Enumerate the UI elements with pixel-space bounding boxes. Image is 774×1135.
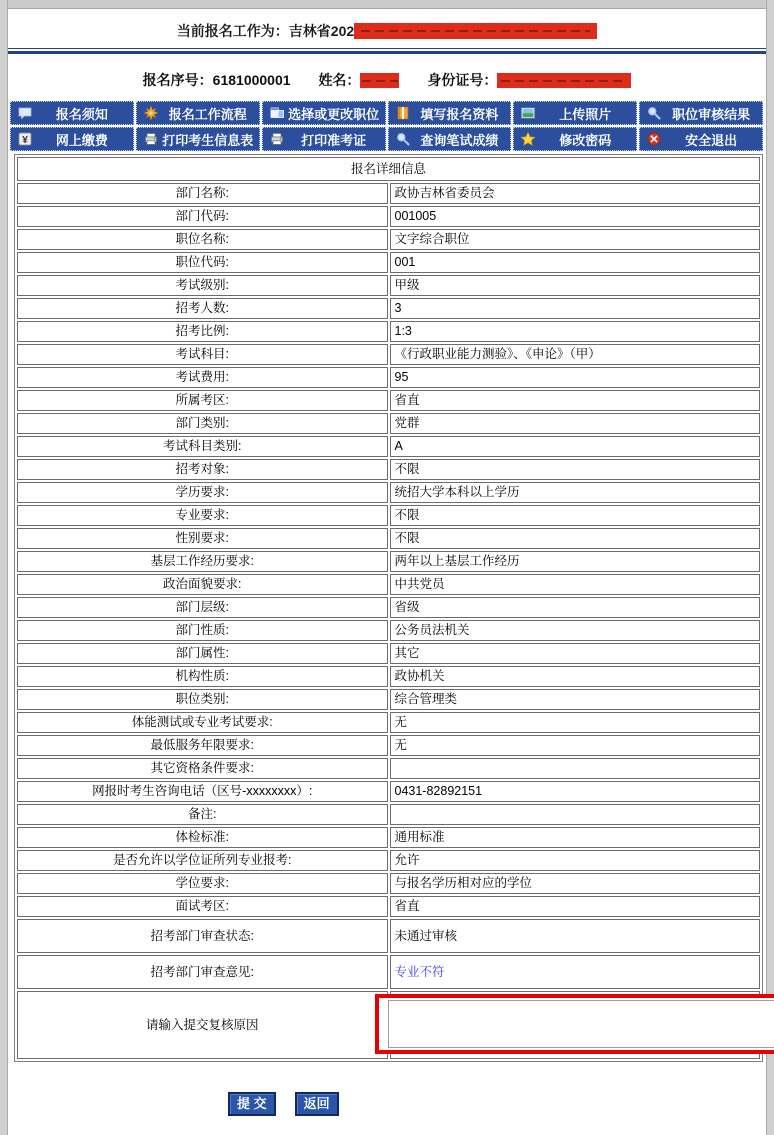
row-label: 考试科目: xyxy=(17,344,388,365)
row-label: 机构性质: xyxy=(17,666,388,687)
row-label: 备注: xyxy=(17,804,388,825)
table-title: 报名详细信息 xyxy=(17,157,760,181)
table-row xyxy=(17,574,760,595)
table-row xyxy=(17,689,760,710)
table-row xyxy=(17,955,760,989)
redaction-block-work xyxy=(354,23,597,39)
table-row xyxy=(17,873,760,894)
printer-icon xyxy=(143,131,160,147)
nav-item-query-written-score[interactable]: 查询笔试成绩 xyxy=(388,127,512,151)
row-label: 体能测试或专业考试要求: xyxy=(17,712,388,733)
action-bar xyxy=(228,1092,766,1116)
table-row xyxy=(17,413,760,434)
nav-item-choose-position[interactable]: 选择或更改职位 xyxy=(262,101,386,125)
row-label: 是否允许以学位证所列专业报考: xyxy=(17,850,388,871)
table-row xyxy=(17,436,760,457)
row-value: 《行政职业能力测验》、《申论》（甲） xyxy=(390,344,761,365)
row-label: 部门类别: xyxy=(17,413,388,434)
back-button[interactable]: 返回 xyxy=(295,1092,339,1116)
row-label: 性别要求: xyxy=(17,528,388,549)
table-row xyxy=(17,505,760,526)
table-row xyxy=(17,482,760,503)
table-row xyxy=(17,252,760,273)
row-value: 95 xyxy=(390,367,761,388)
nav-item-online-payment[interactable]: ¥ 网上缴费 xyxy=(10,127,134,151)
row-value: 文字综合职位 xyxy=(390,229,761,250)
row-value: 不限 xyxy=(390,505,761,526)
row-label: 部门性质: xyxy=(17,620,388,641)
window-frame-right xyxy=(766,0,774,1135)
detail-table xyxy=(14,154,763,1062)
table-row xyxy=(17,183,760,204)
highlight-red-box xyxy=(375,994,774,1054)
row-label: 部门属性: xyxy=(17,643,388,664)
table-row xyxy=(17,321,760,342)
nav-item-print-info-form[interactable]: 打印考生信息表 xyxy=(136,127,260,151)
row-value: 两年以上基层工作经历 xyxy=(390,551,761,572)
table-row xyxy=(17,344,760,365)
table-row xyxy=(17,735,760,756)
row-value: 政协吉林省委员会 xyxy=(390,183,761,204)
row-value xyxy=(390,955,761,989)
table-row xyxy=(17,620,760,641)
table-row xyxy=(17,390,760,411)
row-value: 通用标准 xyxy=(390,827,761,848)
review-reason-row xyxy=(17,991,760,1059)
nav-item-review-result[interactable]: 职位审核结果 xyxy=(639,101,763,125)
speech-bubble-icon xyxy=(17,105,34,121)
row-value: 省级 xyxy=(390,597,761,618)
nav-item-logout[interactable]: 安全退出 xyxy=(639,127,763,151)
row-value: 允许 xyxy=(390,850,761,871)
table-row xyxy=(17,781,760,802)
review-reason-textarea[interactable] xyxy=(388,1000,774,1048)
table-row xyxy=(17,229,760,250)
row-label: 招考对象: xyxy=(17,459,388,480)
review-reason-label: 请输入提交复核原因 xyxy=(17,991,388,1059)
review-opinion-link[interactable]: 专业不符 xyxy=(394,964,445,979)
nav-item-notice[interactable]: 报名须知 xyxy=(10,101,134,125)
header-divider xyxy=(8,48,766,54)
table-row xyxy=(17,666,760,687)
row-value: 省直 xyxy=(390,390,761,411)
redaction-block-name xyxy=(360,73,399,88)
table-row xyxy=(17,367,760,388)
row-label: 职位类别: xyxy=(17,689,388,710)
table-row xyxy=(17,712,760,733)
notebook-icon xyxy=(395,105,412,121)
window-frame-left xyxy=(0,0,8,1135)
row-label: 招考比例: xyxy=(17,321,388,342)
row-label: 招考部门审查意见: xyxy=(17,955,388,989)
row-value: 中共党员 xyxy=(390,574,761,595)
magnifier-icon xyxy=(646,105,663,121)
svg-text:¥: ¥ xyxy=(22,135,28,146)
row-value: 3 xyxy=(390,298,761,319)
review-reason-cell xyxy=(390,991,761,1059)
row-label: 部门层级: xyxy=(17,597,388,618)
table-row xyxy=(17,206,760,227)
submit-button[interactable]: 提 交 xyxy=(228,1092,276,1116)
row-label: 网报时考生咨询电话（区号-xxxxxxxx）: xyxy=(17,781,388,802)
table-title-row xyxy=(17,157,760,181)
window-frame-top xyxy=(0,0,774,9)
printer-icon xyxy=(269,131,286,147)
table-row xyxy=(17,804,760,825)
row-label: 政治面貌要求: xyxy=(17,574,388,595)
starburst-icon xyxy=(143,105,160,121)
row-label: 考试级别: xyxy=(17,275,388,296)
row-value: 甲级 xyxy=(390,275,761,296)
redaction-block-id xyxy=(497,73,631,88)
name-label: 姓名： xyxy=(318,72,361,88)
star-icon xyxy=(520,131,537,147)
reg-no-value: 6181000001 xyxy=(212,72,291,88)
table-row xyxy=(17,275,760,296)
row-label: 部门名称: xyxy=(17,183,388,204)
row-label: 学位要求: xyxy=(17,873,388,894)
row-label: 基层工作经历要求: xyxy=(17,551,388,572)
table-row xyxy=(17,528,760,549)
table-row xyxy=(17,298,760,319)
detail-table-body xyxy=(17,157,760,1059)
page-content xyxy=(8,9,766,1116)
row-label: 职位代码: xyxy=(17,252,388,273)
row-value: 0431-82892151 xyxy=(390,781,761,802)
nav-item-fill-info[interactable]: 填写报名资料 xyxy=(388,101,512,125)
identity-bar xyxy=(8,70,766,90)
table-row xyxy=(17,758,760,779)
row-value: 党群 xyxy=(390,413,761,434)
row-label: 职位名称: xyxy=(17,229,388,250)
reg-no-label: 报名序号： xyxy=(142,72,213,88)
row-label: 部门代码: xyxy=(17,206,388,227)
row-value: 001005 xyxy=(390,206,761,227)
current-work-label: 当前报名工作为：吉林省202 xyxy=(176,23,355,39)
row-value: A xyxy=(390,436,761,457)
row-label: 学历要求: xyxy=(17,482,388,503)
row-value: 001 xyxy=(390,252,761,273)
table-row xyxy=(17,919,760,953)
row-value: 综合管理类 xyxy=(390,689,761,710)
window-icon xyxy=(269,105,286,121)
nav-item-upload-photo[interactable]: 上传照片 xyxy=(513,101,637,125)
row-value: 无 xyxy=(390,735,761,756)
table-row xyxy=(17,896,760,917)
photo-icon xyxy=(520,105,537,121)
id-number-label: 身份证号： xyxy=(427,72,498,88)
row-value: 未通过审核 xyxy=(390,919,761,953)
row-label: 专业要求: xyxy=(17,505,388,526)
row-value xyxy=(390,758,761,779)
table-row xyxy=(17,597,760,618)
row-label: 所属考区: xyxy=(17,390,388,411)
row-label: 招考人数: xyxy=(17,298,388,319)
nav-menu xyxy=(10,101,763,151)
row-label: 其它资格条件要求: xyxy=(17,758,388,779)
row-label: 体检标准: xyxy=(17,827,388,848)
table-row xyxy=(17,850,760,871)
row-value: 公务员法机关 xyxy=(390,620,761,641)
logout-icon xyxy=(646,131,663,147)
row-label: 最低服务年限要求: xyxy=(17,735,388,756)
row-value: 统招大学本科以上学历 xyxy=(390,482,761,503)
table-row xyxy=(17,459,760,480)
row-label: 招考部门审查状态: xyxy=(17,919,388,953)
row-label: 考试费用: xyxy=(17,367,388,388)
row-value: 与报名学历相对应的学位 xyxy=(390,873,761,894)
row-label: 考试科目类别: xyxy=(17,436,388,457)
magnifier-icon xyxy=(395,131,412,147)
table-row xyxy=(17,551,760,572)
row-value: 1:3 xyxy=(390,321,761,342)
nav-item-process[interactable]: 报名工作流程 xyxy=(136,101,260,125)
row-value xyxy=(390,804,761,825)
row-value: 省直 xyxy=(390,896,761,917)
table-row xyxy=(17,643,760,664)
nav-item-change-password[interactable]: 修改密码 xyxy=(513,127,637,151)
row-value: 政协机关 xyxy=(390,666,761,687)
row-value: 不限 xyxy=(390,459,761,480)
row-label: 面试考区: xyxy=(17,896,388,917)
row-value: 其它 xyxy=(390,643,761,664)
row-value: 不限 xyxy=(390,528,761,549)
nav-item-print-admission[interactable]: 打印准考证 xyxy=(262,127,386,151)
table-row xyxy=(17,827,760,848)
current-work-title xyxy=(8,21,766,41)
yen-icon xyxy=(17,131,34,147)
row-value: 无 xyxy=(390,712,761,733)
